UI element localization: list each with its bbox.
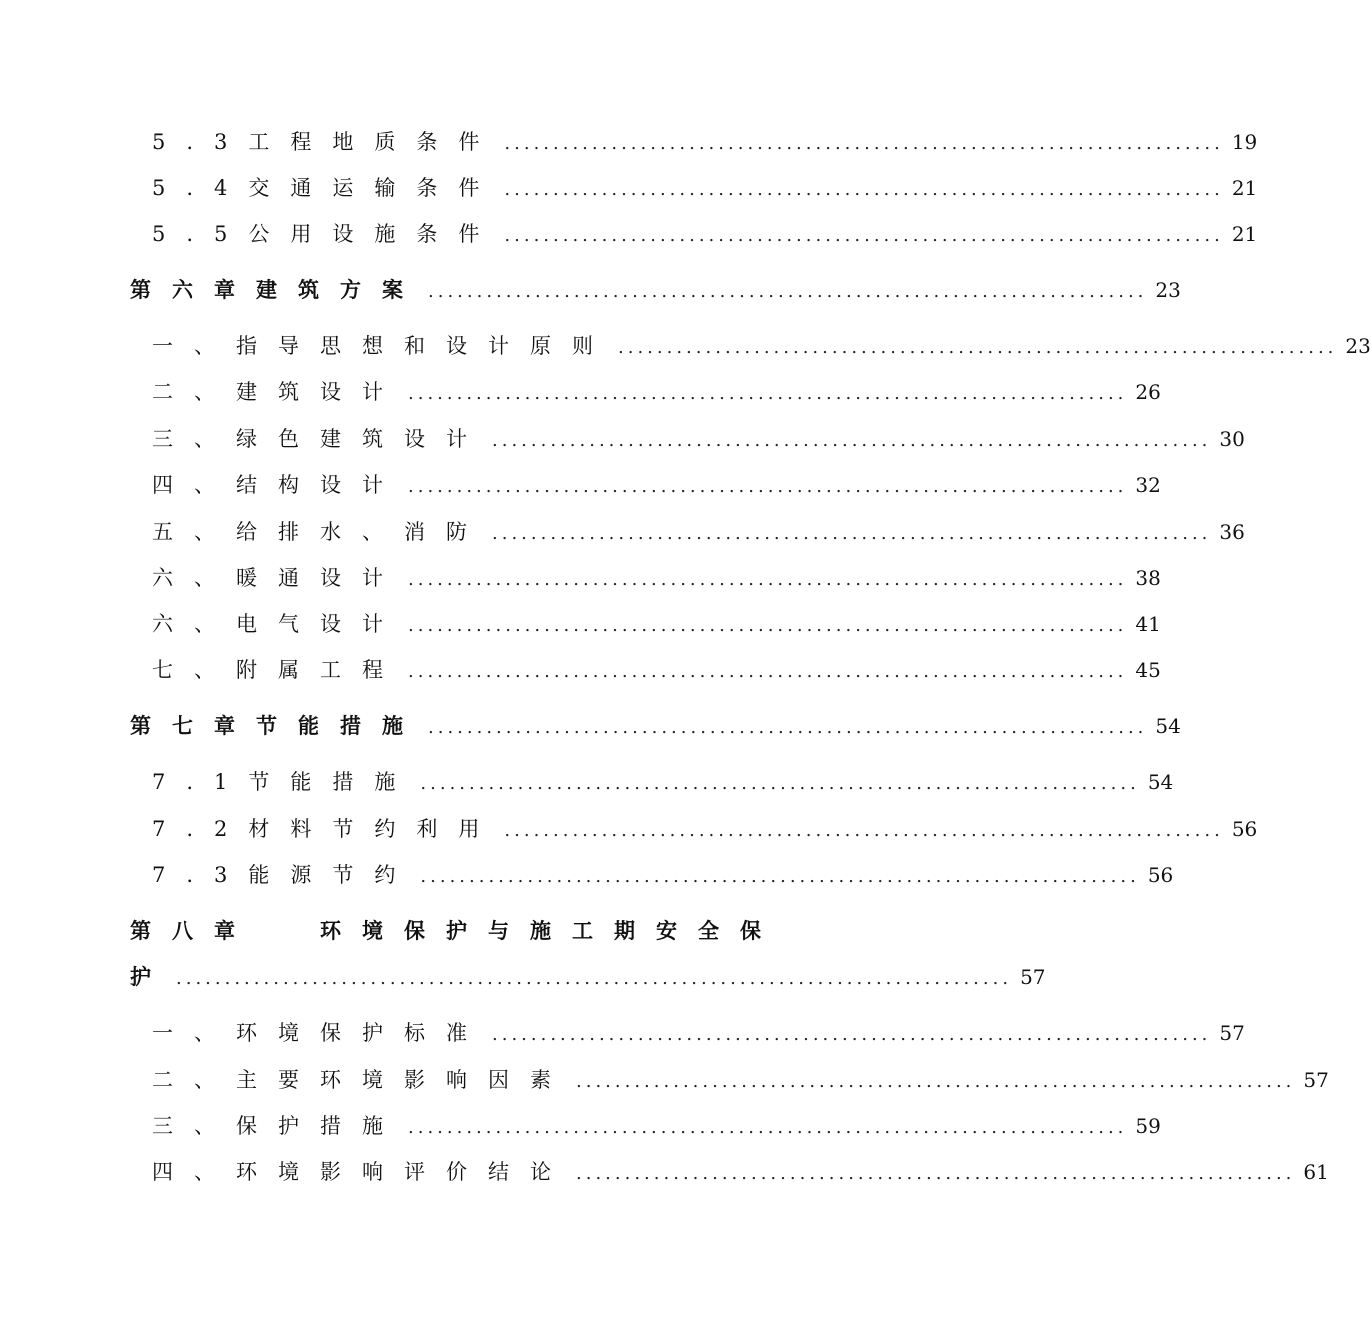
toc-page-number: 19 (1231, 130, 1258, 154)
toc-entry[interactable] (152, 766, 1174, 796)
toc-entry[interactable] (152, 562, 1161, 592)
dot-leader: .......................................................................... (408, 476, 1128, 497)
toc-entry-label: 五、给排水、消防 (152, 520, 488, 544)
toc-page-number: 23 (1155, 278, 1181, 302)
dot-leader: .......................................................................... (420, 866, 1140, 887)
toc-entry-label: 六、暖通设计 (152, 566, 404, 590)
toc-entry[interactable] (152, 172, 1258, 202)
toc-entry-label: 5.3工程地质条件 (152, 130, 501, 154)
toc-page-number: 59 (1135, 1114, 1161, 1138)
dot-leader: .......................................................................... (504, 225, 1224, 246)
toc-entry[interactable] (152, 218, 1258, 248)
toc-entry-label: 三、保护措施 (152, 1114, 404, 1138)
toc-chapter[interactable] (130, 274, 1181, 304)
toc-entry-label: 四、环境影响评价结论 (152, 1160, 572, 1184)
toc-entry[interactable] (152, 423, 1245, 453)
dot-leader: .......................................................................... (492, 1024, 1212, 1045)
toc-entry-label: 一、指导思想和设计原则 (152, 334, 614, 358)
toc-entry[interactable] (152, 813, 1258, 843)
chapter-title: 节能措施 (256, 713, 424, 738)
toc-entry[interactable] (152, 330, 1371, 360)
toc-entry-label: 三、绿色建筑设计 (152, 427, 488, 451)
dot-leader: .......................................................................... (576, 1163, 1296, 1184)
toc-page-number: 38 (1135, 566, 1161, 590)
toc-page-number: 32 (1135, 473, 1161, 497)
toc-entry-label: 7.1节能措施 (152, 770, 417, 794)
dot-leader: .......................................................................... (408, 1117, 1128, 1138)
dot-leader: .......................................................................... (492, 430, 1212, 451)
toc-entry-label: 一、环境保护标准 (152, 1021, 488, 1045)
chapter-number: 第七章 (130, 713, 256, 738)
toc-page-number: 61 (1303, 1160, 1329, 1184)
chapter-number: 第八章 (130, 918, 256, 943)
toc-entry-label: 7.3能源节约 (152, 863, 417, 887)
dot-leader: .......................................................................... (504, 133, 1224, 154)
dot-leader: .......................................................................... (428, 281, 1148, 302)
chapter-title: 环境保护与施工期安全保 (320, 918, 782, 943)
toc-entry-label: 四、结构设计 (152, 473, 404, 497)
toc-entry[interactable] (152, 1156, 1329, 1186)
toc-page-number: 45 (1135, 658, 1161, 682)
chapter-number: 第六章 (130, 277, 256, 302)
toc-entry-label: 六、电气设计 (152, 612, 404, 636)
dot-leader: .......................................................................... (428, 717, 1148, 738)
toc-entry-label: 5.5公用设施条件 (152, 222, 501, 246)
toc-entry[interactable] (152, 1017, 1245, 1047)
toc-page-number: 54 (1155, 714, 1181, 738)
toc-entry[interactable] (152, 859, 1174, 889)
dot-leader: .......................................................................... (408, 615, 1128, 636)
toc-entry[interactable] (152, 126, 1258, 156)
toc-page-number: 23 (1345, 334, 1371, 358)
toc-page-number: 54 (1147, 770, 1174, 794)
chapter-title: 建筑方案 (256, 277, 424, 302)
dot-leader: .......................................................................... (492, 523, 1212, 544)
toc-page-number: 30 (1219, 427, 1245, 451)
dot-leader: .......................................................................... (408, 569, 1128, 590)
dot-leader: .......................................................................... (504, 179, 1224, 200)
toc-entry[interactable] (152, 608, 1161, 638)
dot-leader: .......................................................................... (408, 661, 1128, 682)
toc-entry[interactable] (152, 376, 1161, 406)
toc-page-number: 56 (1231, 817, 1258, 841)
toc-entry[interactable] (152, 516, 1245, 546)
toc-entry-label: 二、主要环境影响因素 (152, 1068, 572, 1092)
toc-entry[interactable] (152, 1110, 1161, 1140)
dot-leader: .......................................................................... (408, 383, 1128, 404)
toc-entry-label: 5.4交通运输条件 (152, 176, 501, 200)
dot-leader: .......................................................................... (504, 820, 1224, 841)
toc-entry[interactable] (152, 1064, 1329, 1094)
dot-leader: .......................................................................... (576, 1071, 1296, 1092)
toc-page-number: 21 (1231, 176, 1258, 200)
dot-leader: ...................................................................................... (176, 968, 1013, 989)
toc-chapter[interactable] (130, 915, 830, 945)
toc-entry[interactable] (152, 469, 1161, 499)
toc-page-number: 26 (1135, 380, 1161, 404)
toc-page-number: 57 (1219, 1021, 1245, 1045)
toc-page-number: 36 (1219, 520, 1245, 544)
dot-leader: .......................................................................... (420, 773, 1140, 794)
toc-page-number: 57 (1303, 1068, 1329, 1092)
chapter-title-continued: 护 (130, 964, 172, 989)
toc-page-number: 57 (1020, 965, 1046, 989)
toc-page-number: 41 (1135, 612, 1161, 636)
toc-entry[interactable] (152, 654, 1161, 684)
toc-page-number: 56 (1147, 863, 1174, 887)
toc-entry-label: 七、附属工程 (152, 658, 404, 682)
toc-page-number: 21 (1231, 222, 1258, 246)
toc-chapter[interactable] (130, 710, 1181, 740)
toc-entry-label: 7.2材料节约利用 (152, 817, 501, 841)
dot-leader: .......................................................................... (618, 337, 1338, 358)
toc-chapter-continuation[interactable] (130, 961, 1046, 991)
toc-entry-label: 二、建筑设计 (152, 380, 404, 404)
